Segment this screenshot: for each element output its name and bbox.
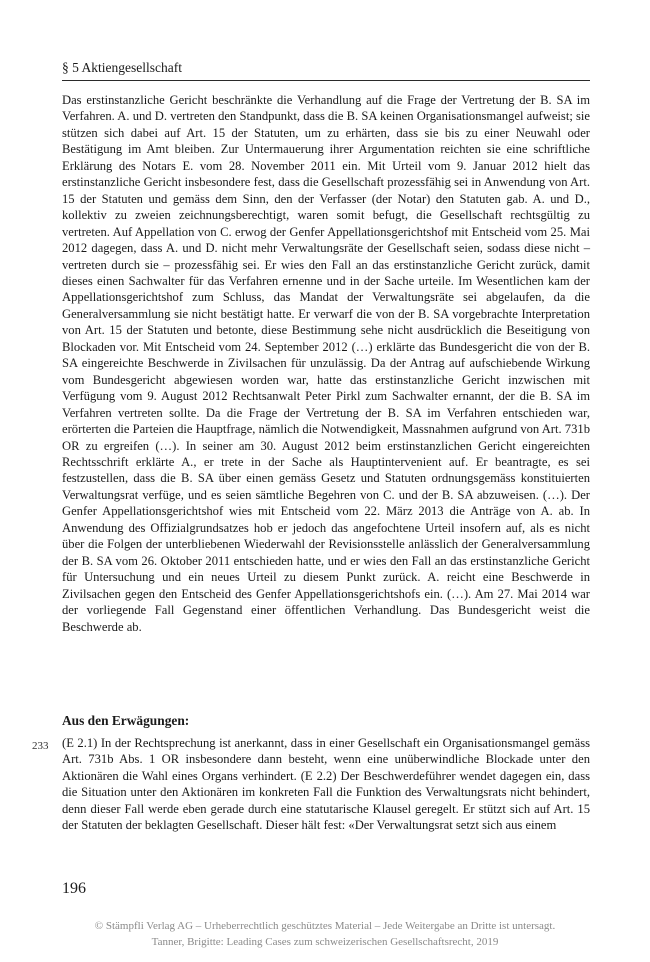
considerations-paragraph: (E 2.1) In der Rechtsprechung ist anerkannt, dass in einer Gesellschaft ein Organisationsmangel gemäss Art. 731b Abs. 1 OR insbesondere dann besteht, wenn eine unüberwindliche Blockade unter den Aktionären die Wahl eines Organs verhindert. (E 2.2) Der Beschwerdeführer wendet dagegen ein, dass die Situation unter den Aktionären im konkreten Fall die Funktion des Verwaltungsrats nicht behindert, denn dieser Fall werde eben gerade durch eine statutarische Klausel geregelt. Er stützt sich auf Art. 15 der Statuten der beklagten Gesellschaft. Dieser hält fest: «Der Verwaltungsrat setzt sich aus einem [62, 736, 590, 833]
copyright-footer [0, 918, 650, 950]
running-header: § 5 Aktiengesellschaft [62, 60, 182, 75]
facts-paragraph: Das erstinstanzliche Gericht beschränkte die Verhandlung auf die Frage der Vertretung der B. SA im Verfahren. A. und D. vertreten den Standpunkt, dass die B. SA keinen Organisationsmangel aufweist; sie stützen sich dabei auf Art. 15 der Statuten, um zu erhärten, dass sie bis zu einer Neuwahl oder Bestätigung im Amt bleiben. Zur Untermauerung ihrer Argumentation reichten sie eine schriftliche Erklärung des Notars E. vom 28. November 2011 ein. Mit Urteil vom 9. Januar 2012 hielt das erstinstanzliche Gericht insbesondere fest, dass die Gesellschaft prozessfähig sei in Anwendung von Art. 15 der Statuten und gemäss dem Sinn, den der Verfasser (der Notar) den Statuten gab. A. und D., kollektiv zu zweien zeichnungsberechtigt, waren somit befugt, die Gesellschaft rechtsgültig zu vertreten. Auf Appellation von C. erwog der Genfer Appellationsgerichtshof mit Entscheid vom 25. Mai 2012 dagegen, dass A. und D. nicht mehr Verwaltungsräte der Gesellschaft seien, sodass diese nicht – vertreten durch sie – prozessfähig sei. Er wies den Fall an das erstinstanzliche Gericht zurück, damit dieses einen Sachwalter für das Verfahren ernenne und in der Sache urteile. Im Wesentlichen kam der Appellationsgerichtshof zum Schluss, das Mandat der Verwaltungsräte sei abgelaufen, da die Generalversammlung sie nicht bestätigt hatte. Er verwarf die von der B. SA vorgebrachte Interpretation von Art. 15 der Statuten und betonte, diese Bestimmung sehe nicht ausdrücklich die Beseitigung von Blockaden vor. Mit Entscheid vom 24. September 2012 (…) erklärte das Bundesgericht die von der B. SA eingereichte Beschwerde in Zivilsachen für unzulässig. Da der Antrag auf aufschiebende Wirkung vom Bundesgericht abgewiesen worden war, hatte das erstinstanzliche Gericht inzwischen mit Verfügung vom 9. August 2012 Rechtsanwalt Peter Pirkl zum Sachwalter ernannt, der die B. SA im Verfahren vertreten sollte. Da die Frage der Vertretung der B. SA im Verfahren entschieden war, erörterten die Parteien die Hauptfrage, nämlich die Notwendigkeit, Massnahmen aufgrund von Art. 731b OR zu ergreifen (…). In seiner am 30. August 2012 beim erstinstanzlichen Gericht eingereichten Rechtsschrift erklärte A., er trete in der Sache als Hauptintervenient auf. Er beantragte, es sei festzustellen, dass die B. SA über einen gemäss Gesetz und Statuten ordnungsgemäss konstituierten Verwaltungsrat verfüge, und es seien sämtliche Begehren von C. und der B. SA abzuweisen. (…). Der Genfer Appellationsgerichtshof wies mit Entscheid vom 22. März 2013 die Anträge von A. ab. In Anwendung des Offizialgrundsatzes hob er jedoch das angefochtene Urteil insofern auf, als es nicht über die Folgen der unterbliebenen Wiederwahl der Revisionsstelle anlässlich der Generalversammlung der B. SA vom 26. Oktober 2011 entschieden hatte, und er wies den Fall an das erstinstanzliche Gericht für Untersuchung und ein neues Urteil zu diesem Punkt zurück. A. reicht eine Beschwerde in Zivilsachen gegen den Entscheid des Genfer Appellationsgerichtshofs ein. (…). Am 27. Mai 2014 war der vorliegende Fall Gegenstand einer öffentlichen Verhandlung. Das Bundesgericht weist die Beschwerde ab. [62, 93, 590, 634]
page-number: 196 [62, 880, 86, 897]
header-rule [62, 80, 590, 81]
margin-number: 233 [32, 740, 49, 752]
footer-citation-line: Tanner, Brigitte: Leading Cases zum schweizerischen Gesellschaftsrecht, 2019 [151, 936, 499, 948]
footer-copyright-line: © Stämpfli Verlag AG – Urheberrechtlich geschütztes Material – Jede Weitergabe an Dritte ist untersagt. [94, 920, 556, 932]
considerations-heading: Aus den Erwägungen: [62, 713, 190, 728]
